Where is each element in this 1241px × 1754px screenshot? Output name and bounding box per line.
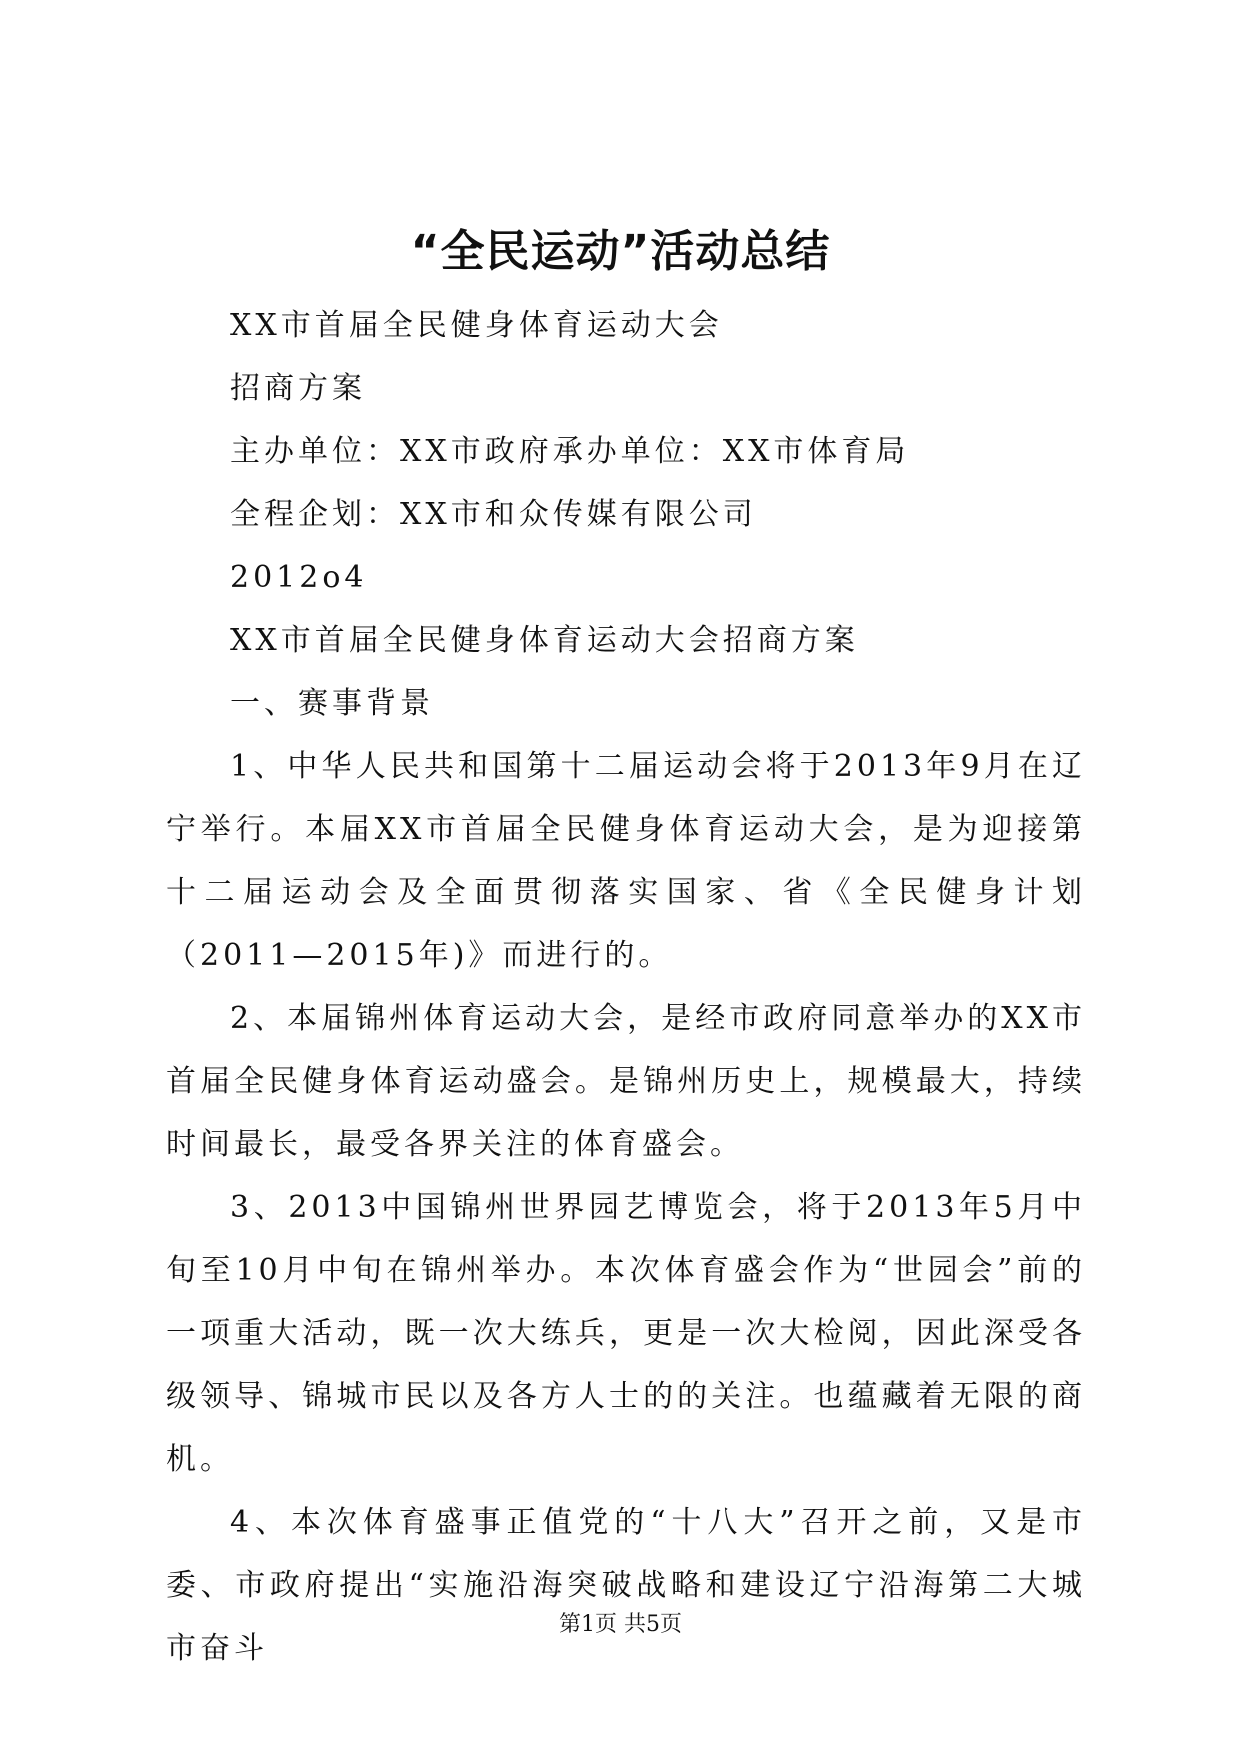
paragraph-3: 3、2013中国锦州世界园艺博览会，将于2013年5月中旬至10月中旬在锦州举办。本次体育盛会作为“世园会”前的一项重大活动，既一次大练兵，更是一次大检阅，因此深受各级领导、锦城市民以及各方人士的的关注。也蕴藏着无限的商机。 bbox=[166, 1190, 1086, 1477]
paragraph-1: 1、中华人民共和国第十二届运动会将于2013年9月在辽宁举行。本届XX市首届全民健身体育运动大会，是为迎接第十二届运动会及全面贯彻落实国家、省《全民健身计划（2011—2015年)》而进行的。 bbox=[166, 749, 1086, 973]
line-organizers: 主办单位：XX市政府承办单位：XX市体育局 bbox=[230, 434, 910, 469]
line-event-name: XX市首届全民健身体育运动大会 bbox=[230, 308, 723, 343]
section-heading: 一、赛事背景 bbox=[230, 686, 434, 721]
page-footer: 第1页 共5页 bbox=[559, 1612, 682, 1637]
document-title: “全民运动”活动总结 bbox=[410, 226, 831, 277]
paragraph-2: 2、本届锦州体育运动大会，是经市政府同意举办的XX市首届全民健身体育运动盛会。是锦州历史上，规模最大，持续时间最长，最受各界关注的体育盛会。 bbox=[166, 1001, 1086, 1162]
line-plan-title: XX市首届全民健身体育运动大会招商方案 bbox=[230, 623, 859, 658]
document-body bbox=[166, 294, 1086, 1680]
line-date: 2012o4 bbox=[230, 560, 368, 595]
line-planner: 全程企划：XX市和众传媒有限公司 bbox=[230, 497, 757, 532]
paragraph-4: 4、本次体育盛事正值党的“十八大”召开之前，又是市委、市政府提出“实施沿海突破战略和建设辽宁沿海第二大城市奋斗 bbox=[166, 1505, 1086, 1666]
line-plan-label: 招商方案 bbox=[230, 371, 366, 406]
